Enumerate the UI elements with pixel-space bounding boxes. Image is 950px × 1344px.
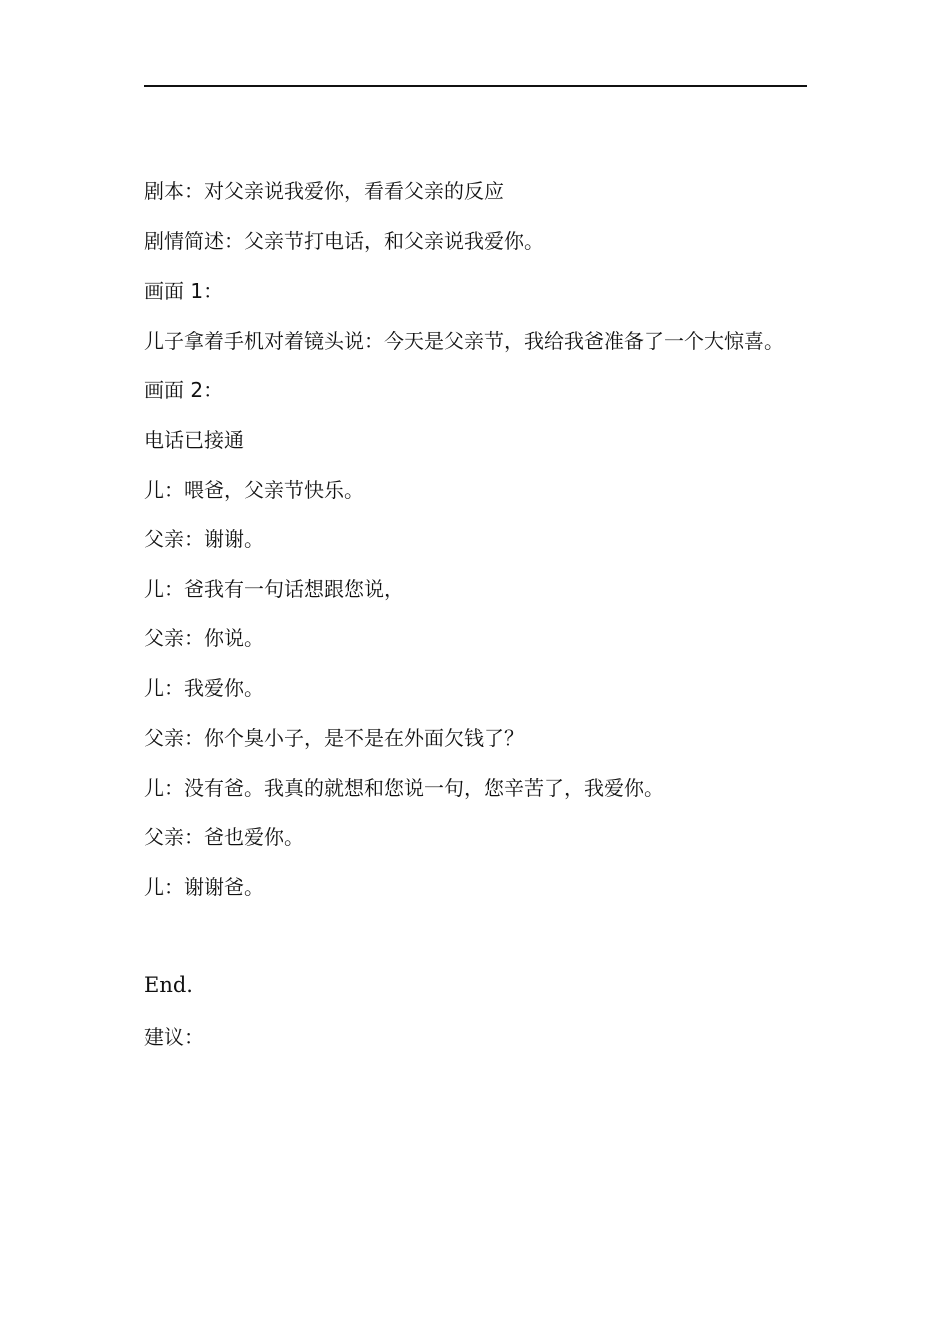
dialogue-line: 儿：喂爸，父亲节快乐。 xyxy=(144,478,364,502)
call-status: 电话已接通 xyxy=(144,428,244,452)
dialogue-line: 儿：谢谢爸。 xyxy=(144,875,264,899)
dialogue-line: 父亲：爸也爱你。 xyxy=(144,825,304,849)
header-rule xyxy=(144,85,807,87)
dialogue-line: 父亲：你说。 xyxy=(144,626,264,650)
scene-2-label: 画面 2： xyxy=(144,378,224,402)
dialogue-line: 父亲：谢谢。 xyxy=(144,527,264,551)
end-marker: End. xyxy=(144,973,193,997)
dialogue-line: 儿：爸我有一句话想跟您说， xyxy=(144,577,404,601)
scene-1-label: 画面 1： xyxy=(144,279,224,303)
dialogue-line: 父亲：你个臭小子，是不是在外面欠钱了？ xyxy=(144,726,524,750)
plot-summary: 剧情简述：父亲节打电话，和父亲说我爱你。 xyxy=(144,229,544,253)
suggestion-label: 建议： xyxy=(144,1025,204,1049)
scene-1-line: 儿子拿着手机对着镜头说：今天是父亲节，我给我爸准备了一个大惊喜。 xyxy=(144,329,784,353)
dialogue-line: 儿：没有爸。我真的就想和您说一句，您辛苦了，我爱你。 xyxy=(144,776,664,800)
script-title: 剧本：对父亲说我爱你，看看父亲的反应 xyxy=(144,179,504,203)
dialogue-line: 儿：我爱你。 xyxy=(144,676,264,700)
